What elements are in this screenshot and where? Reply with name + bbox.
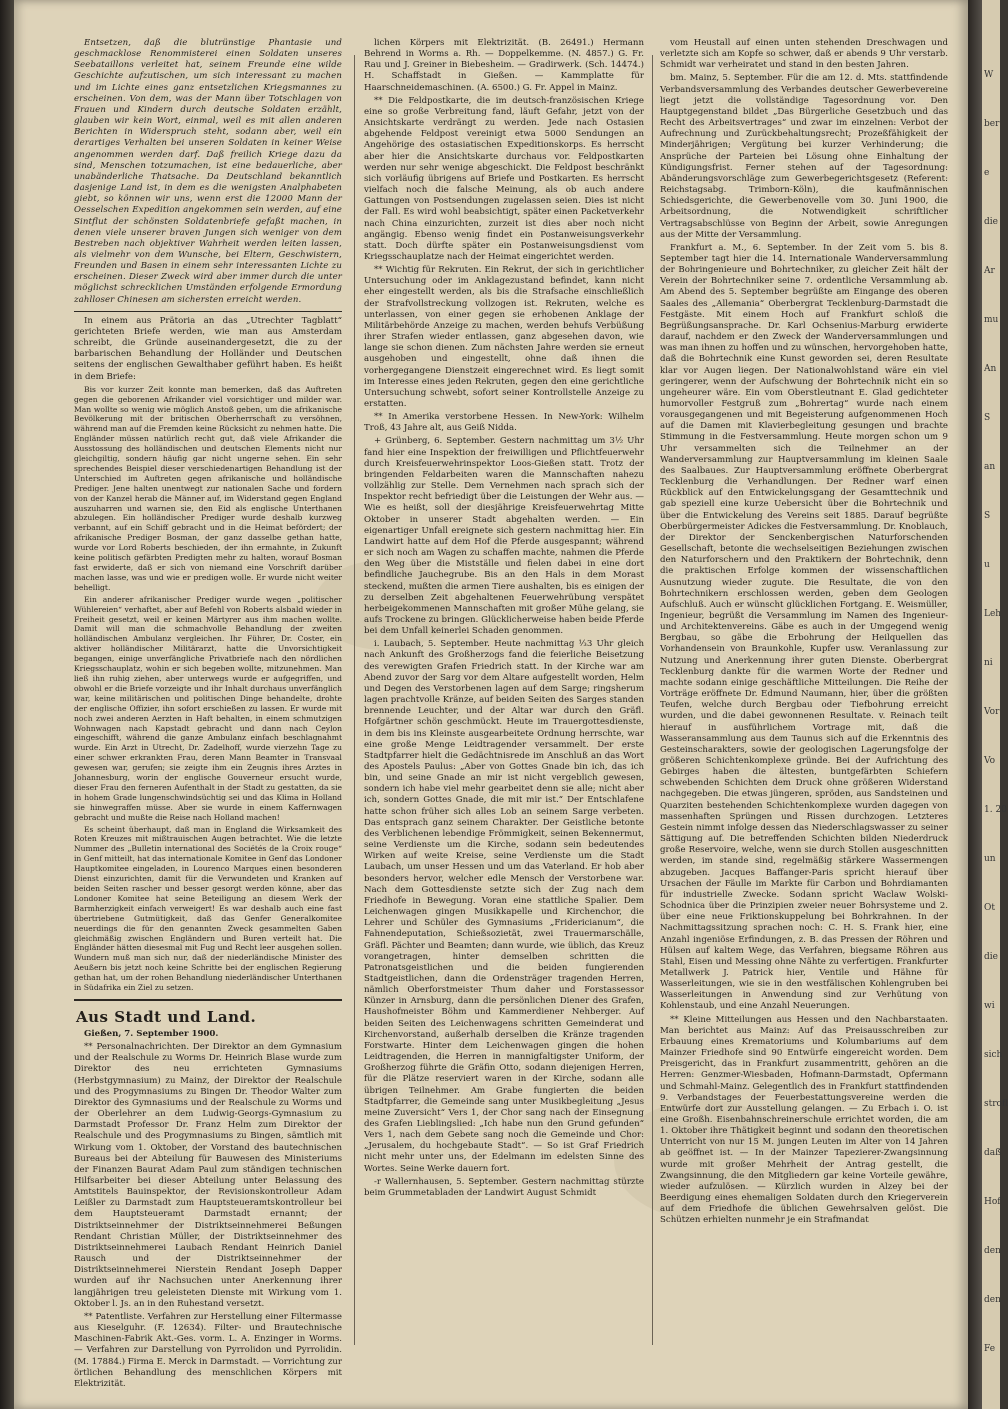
adjacent-page-text: strofl — [984, 1099, 1008, 1109]
book-gutter — [968, 0, 982, 1409]
article-wallernhausen: -r Wallernhausen, 5. September. Gestern nachmittag stürzte beim Grummetabladen der Landwirt August Schmidt — [364, 1176, 644, 1198]
article-laubach-funeral: i. Laubach, 5. September. Heute nachmittag ⅓3 Uhr gleich nach Ankunft des Großherzogs fand die feierliche Beisetzung des verewigten Grafen Friedrich statt. In der Kirche war am Abend zuvor der Sarg vor dem Altare aufgestellt worden, Helm und Degen des Verstorbenen lagen auf dem Sarge; ringsherum lagen prachtvolle Kränze, auf beiden Seiten des Sarges standen brennende Leuchter, und der Altar war durch den Gräfl. Hofgärtner schön geschmückt. Heute im Trauergottesdienste, in dem bis ins Kleinste ausgearbeitete Ordnung herrschte, war eine große Menge Leidtragender versammelt. Der erste Stadtpfarrer hielt die Gedächtnisrede im Anschluß an das Wort des Apostels Paulus: „Aber von Gottes Gnade bin ich, das ich bin, und seine Gnade an mir ist nicht vergeblich gewesen, sondern ich habe viel mehr gearbeitet denn sie alle; nicht aber ich, sondern Gottes Gnade, die mit mir ist.“ Der Entschlafene hatte schon früher sich alles Lob an seinem Sarge verbeten. Das entsprach ganz seinem Charakter. Der Geistliche betonte des Verblichenen lebendige Frömmigkeit, seinen Bekennermut, seine Verdienste um die Kirche, sodann sein bedeutendes Wirken auf weite Kreise, seine Verdienste um die Stadt Laubach, um unser Hessen und um das Vaterland. Er hob aber besonders hervor, welcher edle Mensch der Verstorbene war. Nach dem Gottesdienste setzte sich der Zug nach dem Friedhofe in Bewegung. Voran eine stattliche Spalier. Dem Leichenwagen gingen Musikkapelle und Kirchenchor, die Lehrer und Schüler des Gymnasiums „Fridericianum“, die Fahnendeputation, Schießsozietät, zwei Trauermarschälle, Gräfl. Pächter und Beamten; dann wurde, wie üblich, das Kreuz vorangetragen, hinter demselben schritten die Patronatsgeistlichen und die beiden fungierenden Stadtgeistlichen, dann die Ordensträger tragenden Herren, nämlich Oberforstmeister Thum daher und Forstassessor Künzer in Arnsburg, dann die persönlichen Diener des Grafen, Haushofmeister Böhm und Kammerdiener Nehberger. Auf beiden Seiten des Leichenwagens schritten Gemeinderat und Kirchenvorstand, außerhalb derselben die Kränze tragenden Forstwarte. Hinter dem Leichenwagen gingen die hohen Leidtragenden, die Herren in mannigfaltigster Uniform, der Großherzog führte die Gräfin Otto, sodann diejenigen Herren, für die Plätze reserviert waren in der Kirche, sodann alle übrigen Teilnehmer. Am Grabe fungierten die beiden Stadtpfarrer, die Gemeinde sang unter Musikbegleitung „Jesus meine Zuversicht“ Vers 1, der Chor sang nach der Einsegnung des Grafen Lieblingslied: „Ich habe nun den Grund gefunden“ Vers 1, nach dem Gebete sang noch die Gemeinde und Chor: „Jerusalem, du hochgebaute Stadt“. — So ist Graf Friedrich nicht mehr unter uns, der Edelmann im edelsten Sinne des Wortes. Seine Werke dauern fort. — [364, 639, 644, 1174]
article-deceased-america: ** In Amerika verstorbene Hessen. In New-York: Wilhelm Troß, 43 Jahre alt, aus Geiß Nidda. — [364, 412, 644, 434]
article-wallernhausen-cont: vom Heustall auf einen unten stehenden Dreschwagen und verletzte sich am Kopfe so schwer, daß er abends 9 Uhr verstarb. Schmidt war verheiratet und stand in den besten Jahren. — [660, 38, 948, 71]
article-frankfurt-drilling: Frankfurt a. M., 6. September. In der Zeit vom 5. bis 8. September tagt hier die 14. Internationale Wanderversammlung der Bohringenieure und Bohrtechniker, zu gleicher Zeit hält der Verein der Bohrtechniker seine 7. ordentliche Versammlung ab. Am Abend des 5. September begrüßte am Eingange des oberen Saales des „Allemania“ Oberbergrat Tecklenburg-Darmstadt die Festgäste. Mit einem Hoch auf Frankfurt schloß die Begrüßungsansprache. Dr. Karl Ochsenius-Marburg erwiderte darauf, nachdem er den Zweck der Wanderversammlungen und was man ihnen zu hoffen und zu wünschen, hervorgehoben hatte, daß die Bohrtechnik eine Kunst geworden sei, deren Resultate klar vor Augen liegen. Der Nationalwohlstand wäre ein viel geringerer, wenn der Aufschwung der Bohrtechnik nicht ein so ungeheurer wäre. Ein vom Oberstleutnant E. Glad gedichteter humorvoller Festgruß zum „Bohrertag“ wurde nach einem vorausgegangenen und mit Begeisterung aufgenommenen Hoch auf die Damen mit Klavierbegleitung gesungen und brachte Stimmung in die Festversammlung. Heute morgen schon um 9 Uhr versammelten sich die Teilnehmer an der Wanderversammlung zur Hauptversammlung im kleinen Saale des Saalbaues. Zur Hauptversammlung eröffnete Oberbergrat Tecklenburg die Verhandlungen. Der Redner warf einen Rückblick auf den Entwickelungsgang der Gesamttechnik und gab speziell eine kurze Uebersicht über die Bohrtechnik und über die Entwickelung des Vereins seit 1885. Darauf begrüßte Oberbürgermeister Adickes die Festversammlung. Dr. Knoblauch, der Direktor der Senckenbergischen Naturforschenden Gesellschaft, betonte die wechselseitigen Beziehungen zwischen den Naturforschern und den Praktikern der Bohrtechnik, denn die praktischen Erfolge kommen der wissenschaftlichen Ausnutzung wieder zugute. Die Resultate, die von den Bohrtechnikern erschlossen werden, geben dem Geologen Aufschluß. Auch er wünscht glücklichen Fortgang. E. Weismüller, Ingenieur, begrüßt die Versammlung im Namen des Ingenieur- und Architektenvereins. Gäbe es auch in der Umgegend wenig Bergbau, so gäbe die Erbohrung der Heilquellen das Vorhandensein von Braunkohle, Kupfer usw. Veranlassung zur Nutzung und Anerkennung ihrer guten Dienste. Oberbergrat Tecklenburg dankte für die warmen Worte der Redner und machte sodann einige geschäftliche Mitteilungen. Die Reihe der Vorträge eröffnete Dr. Edmund Naumann, hier, über die größten Teufen, welche durch Bergbau oder Tiefbohrung erreicht wurden, und die dabei gewonnenen Resultate. v. Reinach teilt hierauf in ausführlichem Vortrage mit, daß die Wasseransammlung aus dem Taunus sich auf die Erkenntnis des Gesteinscharakters, sowie der geologischen Lagerungsfolge der größeren Schichtenkomplexe gründe. Bei der Aufrichtung des Gebirges haben die ältesten, buntgefärbten Schiefern schwebenden Schichten dem Druck ohne größeren Widerstand nachgegeben. Die etwas jüngeren, spröden, aus Sandsteinen und Quarziten bestehenden Schichtenkomplexe wurden dagegen von massenhaften Sprüngen und Rissen durchzogen. Letzteres Gestein nimmt infolge dessen das Niederschlagswasser zu seiner Sättigung auf. Die betreffenden Schichten bilden Niederdruck große Reservoire, welche, wenn sie durch Stollen ausgeschnitten werden, im stande sind, regelmäßig stärkere Wassermengen abzugeben. Jacques Baffanger-Paris spricht hierauf über Ursachen der Fäulle im Markte für Carbon und Bohrdiamanten für industrielle Zwecke. Sodann spricht Waclaw Wolski-Schodnica über die Prinzipien zweier neuer Bohrsysteme und 2. über eine neue Friktionskuppelung bei Bohrkrahnen. In der Nachmittagssitzung sprachen noch: C. H. S. Frank hier, eine Anzahl ingeniöse Erfindungen, z. B. das Pressen der Röhren und Hülsen auf kaltem Wege, das Verfahren, biegsame Röhren aus Stahl, Eisen und Messing ohne Nähte zu verfertigen. Frankfurter Metallwerk J. Patrick hier, Ventile und Hähne für Wasserleitungen, wie sie in den westfälischen Kohlengruben bei Wasserleitungen in Anwendung sind zur Verhütung von Kohlenstaub, und eine Anzahl Neuerungen. — [660, 242, 948, 1012]
column-2 — [364, 38, 644, 1383]
article-separator — [74, 311, 342, 312]
adjacent-page-text: W — [984, 70, 994, 80]
article-recruits: ** Wichtig für Rekruten. Ein Rekrut, der sich in gerichtlicher Untersuchung oder im Anklagezustand befindet, kann nicht eher eingestellt werden, als bis die Strafsache einschließlich der Strafvollstreckung vollzogen ist. Rekruten, welche es unterlassen, von einer gegen sie erhobenen Anklage der Militärbehörde Anzeige zu machen, werden behufs Verbüßung ihrer Strafen wieder entlassen, ganz abgesehen davon, wie lange sie schon dienen. Zum nächsten Jahre werden sie erneut ausgehoben und eingestellt, ohne daß ihnen die vorhergegangene Dienstzeit eingerechnet wird. Es liegt somit im Interesse eines jeden Rekruten, gegen den eine gerichtliche Untersuchung schwebt, sofort seiner Kontrollstelle Anzeige zu erstatten. — [364, 265, 644, 409]
section-heading-local: Aus Stadt und Land. — [76, 1007, 257, 1026]
adjacent-page-text: Fe — [984, 1344, 996, 1354]
article-pretoria-quote-1: Bis vor kurzer Zeit konnte man bemerken, daß das Auftreten gegen die geborenen Afrikander viel vorsichtiger und milder war. Man wollte so wenig wie möglich Anstoß geben, um die afrikanische Bevölkerung mit der britischen Oberherrschaft zu versöhnen, während man auf die Fremden keine Rücksicht zu nehmen hatte. Die Engländer müssen natürlich recht gut, daß viele Afrikander die Ausstossung des holländischen und deutschen Elements nicht nur gleichgiltig, sondern häufig gar nicht ungerne sehen. Ein sehr sprechendes Beispiel dieser verschiedenartigen Behandlung ist der Unterschied im Auftreten gegen afrikanische und holländische Prediger. Jene halten unentwegt zur nationalen Sache und fordern von der Kanzel herab die Männer auf, im Widerstand gegen England auszuharren und warnen sie, den Eid als englische Unterthanen abzulegen. Ein holländischer Prediger wurde deshalb kurzweg verbannt, auf ein Schiff gebracht und in die Heimat befördert; der afrikanische Prediger Bosman, der ganz dasselbe gethan hatte, wurde vor Lord Roberts beschieden, der ihn ermahnte, in Zukunft keine politisch gefärbten Predigten mehr zu halten, worauf Bosman fast erwiderte, daß er sich von niemand eine Vorschrift darüber machen lasse, was und wie er predigen wolle. Er wurde nicht weiter behelligt. — [74, 384, 342, 592]
article-field-postcard: ** Die Feldpostkarte, die im deutsch-französischen Kriege eine so große Verbreitung fand, läuft Gefahr, jetzt von der Ansichtskarte verdrängt zu werden. Jede nach Ostasien abgehende Feldpost vereinigt etwa 5000 Sendungen an Angehörige des ostasiatischen Expeditionskorps. Es herrscht aber hier die Ansichtskarte durchaus vor. Feldpostkarten werden nur sehr wenige abgeschickt. Die Feldpost beschränkt sich vorläufig übrigens auf Briefe und Postkarten. Es herrscht vielfach noch die falsche Meinung, als ob auch andere Gattungen von Postsendungen zugelassen seien. Dies ist nicht der Fall. Es wird wohl beabsichtigt, später einen Packetverkehr nach China einzurichten, zurzeit ist dies aber noch nicht angängig. Ebenso wenig findet ein Postanweisungsverkehr statt. Doch dürfte später ein Postanweisungsdienst vom Kriegsschauplatze nach der Heimat eingerichtet werden. — [364, 95, 644, 262]
column-1 — [74, 38, 342, 1389]
adjacent-page-text: Hof — [984, 1197, 1001, 1207]
adjacent-page-text: die — [984, 217, 998, 227]
article-red-cross: Es scheint überhaupt, daß man in England die Wirksamkeit des Roten Kreuzes mit mißtrauischen Augen betrachtet. Wie die letzte Nummer des „Bulletin international des Sociétés de la Croix rouge“ in Genf mitteilt, hat das internationale Komitee in Genf das Londoner Hauptkomitee eingeladen, in Lourenco Marques einen besonderen Dienst einzurichten, damit für die Verwundeten und Kranken auf beiden Seiten rascher und besser gesorgt werden könne, aber das Londoner Komitee hat seine Beteiligung an diesem Werk der Barmherzigkeit einfach verweigert! Es war deshalb auch eine fast übertriebene Gutmütigkeit, daß das Genfer Generalkomitee neuerdings die für den genannten Zweck gesammelten Gaben gleichmäßig zwischen Engländern und Buren verteilt hat. Die Engländer hätten diesesmal mit Fug und Recht leer ausgehen sollen. Wundern muß man sich nur, daß der niederländische Minister des Aeußern bis jetzt noch keine Schritte bei der englischen Regierung gethan hat, um der rohen Behandlung niederländischer Unterthanen in Südafrika ein Ziel zu setzen. — [74, 824, 342, 993]
adjacent-page-text: An — [984, 364, 997, 374]
adjacent-page-text: die — [984, 952, 998, 962]
column-divider-1 — [354, 55, 355, 1345]
adjacent-page-text: ber — [984, 119, 1000, 129]
column-3 — [660, 38, 948, 1383]
adjacent-page-text: Vo — [984, 756, 996, 766]
adjacent-page-text: den — [984, 1246, 1001, 1256]
adjacent-page-text: den — [984, 1295, 1001, 1305]
adjacent-page-text: Vor — [984, 707, 1000, 717]
section-separator — [74, 999, 342, 1003]
adjacent-page-fragment — [982, 0, 1008, 1409]
article-pretoria-intro: In einem aus Prätoria an das „Utrechter Tagblatt“ gerichteten Briefe werden, wie man aus Amsterdam schreibt, die Gründe auseinandergesetzt, die zu der barbarischen Behandlung der Holländer und Deutschen seitens der englischen Gewalthaber geführt haben. Es heißt in dem Briefe: — [74, 315, 342, 382]
adjacent-page-text: un — [984, 854, 996, 864]
article-mainz-trade-union: bm. Mainz, 5. September. Für die am 12. d. Mts. stattfindende Verbandsversammlung des Verbandes deutscher Gewerbevereine liegt jetzt die vollständige Tagesordnung vor. Den Hauptgegenstand bildet „Das Bürgerliche Gesetzbuch und das Recht des Arbeitsvertrages“ und zwar im einzelnen: Verbot der Aufrechnung und Zurückbehaltungsrecht; Prozeßfähigkeit der Minderjährigen; Vergütung bei kurzer Verhinderung; die Ansprüche der Parteien bei Lösung ohne Einhaltung der Kündigungsfrist. Ferner stehen auf der Tagesordnung: Abänderungsvorschläge zum Gewerbegerichtsgesetz (Referent: Reichstagsabg. Trimborn-Köln), die kaufmännischen Schiedsgerichte, die Gewerbenovelle vom 30. Juni 1900, die Arbeitsordnung, die Notwendigkeit schriftlicher Vertragsabschlüsse von Beginn der Arbeit, sowie Anregungen aus der Mitte der Versammlung. — [660, 73, 948, 240]
adjacent-page-text: daß — [984, 1148, 1002, 1158]
article-patent-list-cont: lichen Körpers mit Elektrizität. (B. 26491.) Hermann Behrend in Worms a. Rh. — Doppelkemme. (N. 4857.) G. Fr. Rau und J. Greiner in Biebesheim. — Gradirwerk. (Sch. 14474.) H. Schaffstadt in Gießen. — Kammplatte für Haarschneidemaschinen. (A. 6500.) G. Fr. Appel in Mainz. — [364, 38, 644, 93]
article-soldier-letter: Entsetzen, daß die blutrünstige Phantasie und geschmacklose Renommisterei einen Soldaten unseres Seebataillons verleitet hat, seinem Freunde eine wilde Geschichte aufzutischen, um sich interessant zu machen und im Lichte eines ganz entsetzlichen Kriegsmannes zu erscheinen. Von dem, was der Mann über Totschlagen von Frauen und Kindern durch deutsche Soldaten erzählt, glauben wir kein Wort, einmal, weil es mit allen anderen Berichten in Widerspruch steht, sodann aber, weil ein derartiges Verhalten bei unseren Soldaten in keiner Weise angenommen werden darf. Daß freilich Kriege dazu da sind, Menschen totzumachen, ist eine bedauerliche, aber unabänderliche Thatsache. Da Deutschland bekanntlich dasjenige Land ist, in dem es die wenigsten Analphabeten giebt, so können wir uns, wenn erst die 12000 Mann der Oesselschen Expedition angekommen sein werden, auf eine Sintflut der schönsten Soldatenbriefe gefaßt machen, in denen viele unserer braven Jungen sich weniger von dem Bestreben nach objektiver Wahrheit werden leiten lassen, als vielmehr von dem Wunsche, bei Eltern, Geschwistern, Freunden und Basen in einem sehr interessanten Lichte zu erscheinen. Dieser Zweck wird aber immer durch die unter möglichst schrecklichen Umständen erfolgende Ermordung zahlloser Chinesen am sichersten erreicht werden. — [74, 38, 342, 305]
adjacent-page-text: S — [984, 511, 991, 521]
adjacent-page-text: u — [984, 560, 990, 570]
adjacent-page-text: 1. 20 — [984, 805, 1007, 815]
article-small-news-hessen: ** Kleine Mitteilungen aus Hessen und den Nachbarstaaten. Man berichtet aus Mainz: Auf das Preisausschreiben zur Erbauung eines Krematoriums und Kolumbariums auf dem Mainzer Friedhofe sind 90 Entwürfe eingereicht worden. Dem Preisgericht, das in Frankfurt zusammentritt, gehören an die Herren: Genzmer-Wiesbaden, Hofmann-Darmstadt, Opfermann und Schmahl-Mainz. Gelegentlich des in Frankfurt stattfindenden 9. Verbandstages der Feuerbestattungsvereine werden die Entwürfe dort zur Ausstellung gelangen. — Zu Erbach i. O. ist eine Großh. Eisenbahnschreinerschule errichtet worden, die am 1. Oktober ihre Thätigkeit beginnt und sodann den theoretischen Unterricht von nur 15 M. jungen Leuten im Alter von 14 Jahren ab geöffnet ist. — In der Mainzer Tapezierer-Zwangsinnung wurde mit großer Mehrheit der Antrag gestellt, die Zwangsinnung, die den Mitgliedern gar keine Vorteile gewähre, wieder aufzulösen. — Kürzlich wurden in Alzey bei der Beerdigung eines ehemaligen Soldaten durch den Kriegerverein auf dem Friedhofe die üblichen Gewehrsalven gelöst. Die Schützen erhielten nunmehr je ein Strafmandat — [660, 1014, 948, 1226]
article-gruenberg: + Grünberg, 6. September. Gestern nachmittag um 3½ Uhr fand hier eine Inspektion der freiwilligen und Pflichtfeuerwehr durch Kreisfeuerwehrinspektor Loos-Gießen statt. Trotz der bringenden Feldarbeiten waren die Mannschaften nahezu vollzählig zur Stelle. Dem Vernehmen nach sprach sich der Inspektor recht befriedigt über die Leistungen der Wehr aus. — Wie es heißt, soll der diesjährige Kreisfeuerwehrtag Mitte Oktober in unserer Stadt abgehalten werden. — Ein eigenartiger Unfall ereignete sich gestern nachmittag hier. Ein Landwirt hatte auf dem Hof die Pferde ausgespannt; während er sich noch am Wagen zu schaffen machte, nahmen die Pferde den Weg über die Mistställe und fielen dabei in eine dort befindliche Jauchegrube. Bis an den Hals in dem Morast steckend, mußten die armen Tiere aushalten, bis es einigen der zu derselben Zeit abgehaltenen Feuerwehrübung verspätet herbeigekommenen Mannschaften mit großer Mühe gelang, sie aufs Trockene zu bringen. Glücklicherweise haben beide Pferde bei dem Unfall keinerlei Schaden genommen. — [364, 436, 644, 637]
adjacent-page-text: mu — [984, 315, 999, 325]
adjacent-page-text: S — [984, 413, 991, 423]
scan-left-edge — [0, 0, 14, 1409]
adjacent-page-text: Ar — [984, 266, 995, 276]
adjacent-page-text: wi — [984, 1001, 995, 1011]
adjacent-page-text: ni — [984, 658, 993, 668]
dateline: Gießen, 7. September 1900. — [84, 1028, 219, 1039]
adjacent-page-text: Leh — [984, 609, 1002, 619]
adjacent-page-text: Ot — [984, 903, 995, 913]
column-divider-2 — [652, 55, 653, 1345]
article-personal-news: ** Personalnachrichten. Der Direktor an dem Gymnasium und der Realschule zu Worms Dr. Heinrich Blase wurde zum Direktor des neu errichteten Gymnasiums (Herbstgymnasium) zu Mainz, der Direktor der Realschule und des Progymnasiums zu Bingen Dr. Theodor Walter zum Direktor des Gymnasiums und der Realschule zu Worms und der Oberlehrer an dem Ludwig-Georgs-Gymnasium zu Darmstadt Professor Dr. Franz Helm zum Direktor der Realschule und des Progymnasiums zu Bingen, sämtlich mit Wirkung vom 1. Oktober, der Vorstand des bautechnischen Bureaus bei der Abteilung für Bauwesen des Ministeriums der Finanzen Baurat Adam Paul zum ständigen technischen Hilfsarbeiter bei dieser Abteilung unter Belassung des Amtstitels Bauinspektor, der Revisionskontrolleur Adam Leißler zu Darmstadt zum Hauptsteueramtskontrolleur bei dem Hauptsteueramt Darmstadt ernannt; der Distriktseinnehmer der Distriktseinnehmerei Beßungen Rendant Christian Müller, der Distriktseinnehmer des Distriktseinnehmerei Laubach Rendant Heinrich Daniel Rausch und der Distriktseinnehmer der Distriktseinnehmerei Nierstein Rendant Joseph Dapper wurden auf ihr Nachsuchen unter Anerkennung ihrer langjährigen treu geleisteten Dienste mit Wirkung vom 1. Oktober l. Js. an in den Ruhestand versetzt. — [74, 1042, 342, 1309]
article-pretoria-quote-2: Ein anderer afrikanischer Prediger wurde wegen „politischer Wühlereien“ verhaftet, aber auf Befehl von Roberts alsbald wieder in Freiheit gesetzt, weil er keinen Märtyrer aus ihm machen wollte. Damit will man die schmachvolle Behandlung der zweiten holländischen Ambulanz vergleichen. Ihr Führer, Dr. Coster, ein aktiver holländischer Militärarzt, hatte die Unvorsichtigkeit begangen, einige unverfängliche Privatbriefe nach den nördlichen Kriegsschauplatz, wohin er sich begeben wollte, mitzunehmen. Man ließ ihn ruhig ziehen, aber unterwegs wurde er aufgegriffen, und obwohl er die Briefe vorzeigte und ihr Inhalt durchaus unverfänglich war, keine militärischen und politischen Dinge behandelte, drohte der englische Offizier, ihn sofort erschießen zu lassen. Er wurde mit noch zwei anderen Aerzten in Haft behalten, in einem schmutzigen Wohnwagen nach Kapstadt gebracht und dann nach Ceylon eingeschifft, während die ganze Ambulanz einfach beschlagnahmt wurde. Ein Arzt in Utrecht, Dr. Zadelhoff, wurde vierzehn Tage zu einer schwer erkrankten Frau, deren Mann Beamter in Transvaal gewesen war, gerufen; sie zeigte ihm ein Zeugnis ihres Arztes in Johannesburg, worin der englische Gouverneur ersucht wurde, dieser Frau den ferneren Aufenthalt in der Stadt zu gestatten, da sie in hohem Grade lungenschwindsüchtig sei und das Klima in Holland sie hinwegraffen müsse. Aber sie wurde in einem Kaffernwagen gebracht und mußte die Reise nach Holland machen! — [74, 594, 342, 822]
adjacent-page-text: e — [984, 168, 990, 178]
article-patent-list: ** Patentliste. Verfahren zur Herstellung einer Filtermasse aus Kieselguhr. (F. 12634). Filter- und Brautechnische Maschinen-Fabrik Akt.-Ges. vorm. L. A. Enzinger in Worms. — Verfahren zur Darstellung von Pyrrolidon und Pyrrolidin. (M. 17884.) Firma E. Merck in Darmstadt. — Vorrichtung zur örtlichen Behandlung des menschlichen Körpers mit Elektrizität. — [74, 1311, 342, 1389]
adjacent-page-text: sich — [984, 1050, 1003, 1060]
adjacent-page-text: an — [984, 462, 996, 472]
